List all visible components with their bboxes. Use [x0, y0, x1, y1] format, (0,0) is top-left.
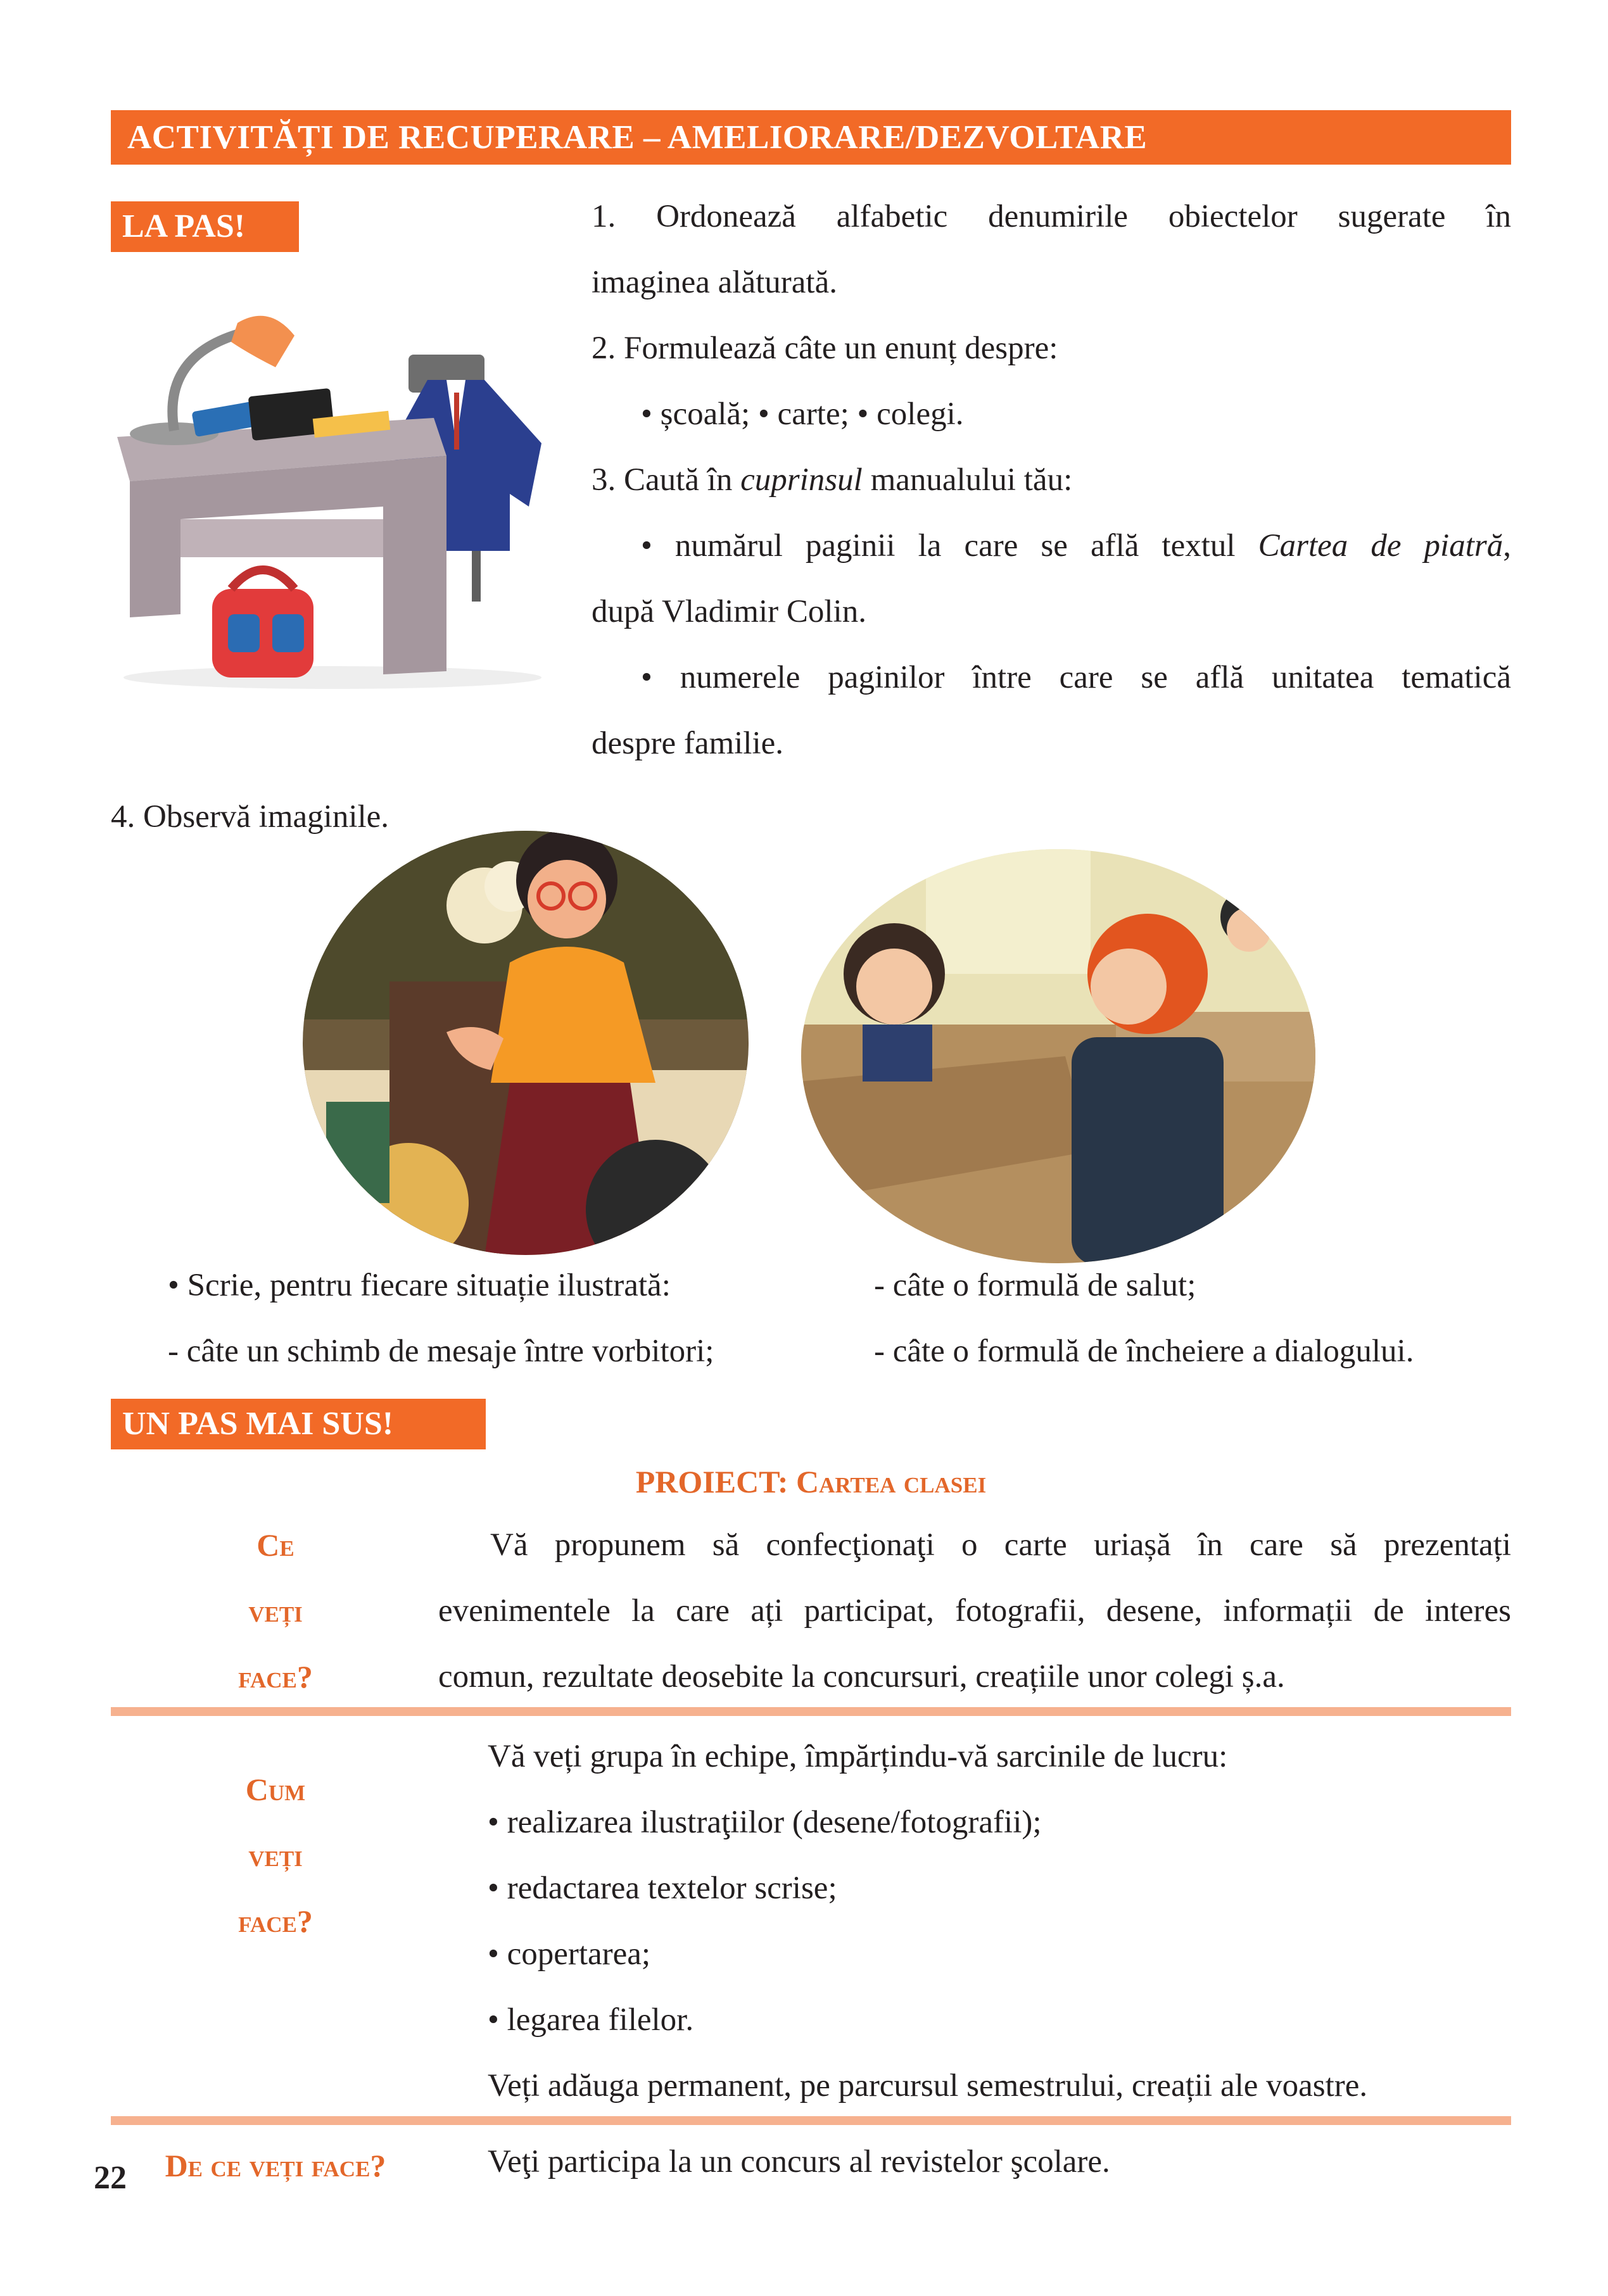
school-desk-illustration: [104, 298, 560, 690]
task-2-items: • școală; • carte; • colegi.: [641, 396, 964, 432]
task-4-item-closing: - câte o formulă de încheiere a dialogului.: [874, 1334, 1414, 1369]
la-pas-label: LA PAS!: [111, 201, 299, 252]
task-3-bullet-2-cont: despre familie.: [592, 726, 784, 761]
un-pas-mai-sus-label: UN PAS MAI SUS!: [111, 1399, 486, 1449]
task-4-right-column: [874, 1252, 1414, 1384]
task-1-line-1: 1. Ordonează alfabetic denumirile obiectelor sugerate în: [592, 199, 1511, 234]
row-label-how: Cum veți face?: [238, 1772, 313, 1939]
teacher-classroom-illustration: [301, 829, 750, 1257]
task-3-bullet-2: • numerele paginilor între care se află unitatea tematică: [641, 660, 1511, 695]
row-divider-1: [111, 1707, 1511, 1716]
row-divider-2: [111, 2116, 1511, 2125]
project-title: PROIECT: Cartea clasei: [635, 1464, 987, 1499]
page-number: 22: [94, 2160, 127, 2196]
row-label-what: Ce veți face?: [238, 1527, 313, 1694]
task-4-item-messages: - câte un schimb de mesaje între vorbitori;: [168, 1334, 714, 1369]
task-4-instruction: • Scrie, pentru fiecare situație ilustrată:: [168, 1268, 671, 1303]
task-3-bullet-1-cont: după Vladimir Colin.: [592, 594, 866, 629]
task-3-bullet-1: • numărul paginii la care se află textul Cartea de piatră,: [641, 528, 1511, 564]
row-content-why: Veţi participa la un concurs al revistelor şcolare.: [488, 2144, 1110, 2179]
task-4-left-column: [168, 1252, 714, 1384]
task-2: 2. Formulează câte un enunț despre:: [592, 331, 1058, 366]
section-header: ACTIVITĂȚI DE RECUPERARE – AMELIORARE/DEZVOLTARE: [111, 110, 1511, 165]
task-3: 3. Caută în cuprinsul manualului tău:: [592, 462, 1073, 498]
students-classroom-illustration: [799, 847, 1317, 1265]
row-content-how: Vă veți grupa în echipe, împărțindu-vă sarcinile de lucru: • realizarea ilustraţiilor (desene/fotografii); • redactarea textelor scrise; • copertarea; • legarea filelor. Veți adăuga permanent, pe parcursul semestrului, creații ale voastre.: [488, 1739, 1368, 2104]
task-4: 4. Observă imaginile.: [111, 799, 389, 835]
row-label-why: De ce veți face?: [165, 2148, 386, 2183]
task-4-item-greeting: - câte o formulă de salut;: [874, 1268, 1196, 1303]
task-list: [592, 184, 1511, 776]
task-1-line-2: imaginea alăturată.: [592, 265, 837, 300]
row-content-what: Vă propunem să confecţionaţi o carte uriașă în care să prezentați evenimentele la care ați participat, fotografii, desene, informații de interes comun, rezultate deosebite la concursuri, creațiile unor colegi ș.a.: [438, 1527, 1511, 1694]
